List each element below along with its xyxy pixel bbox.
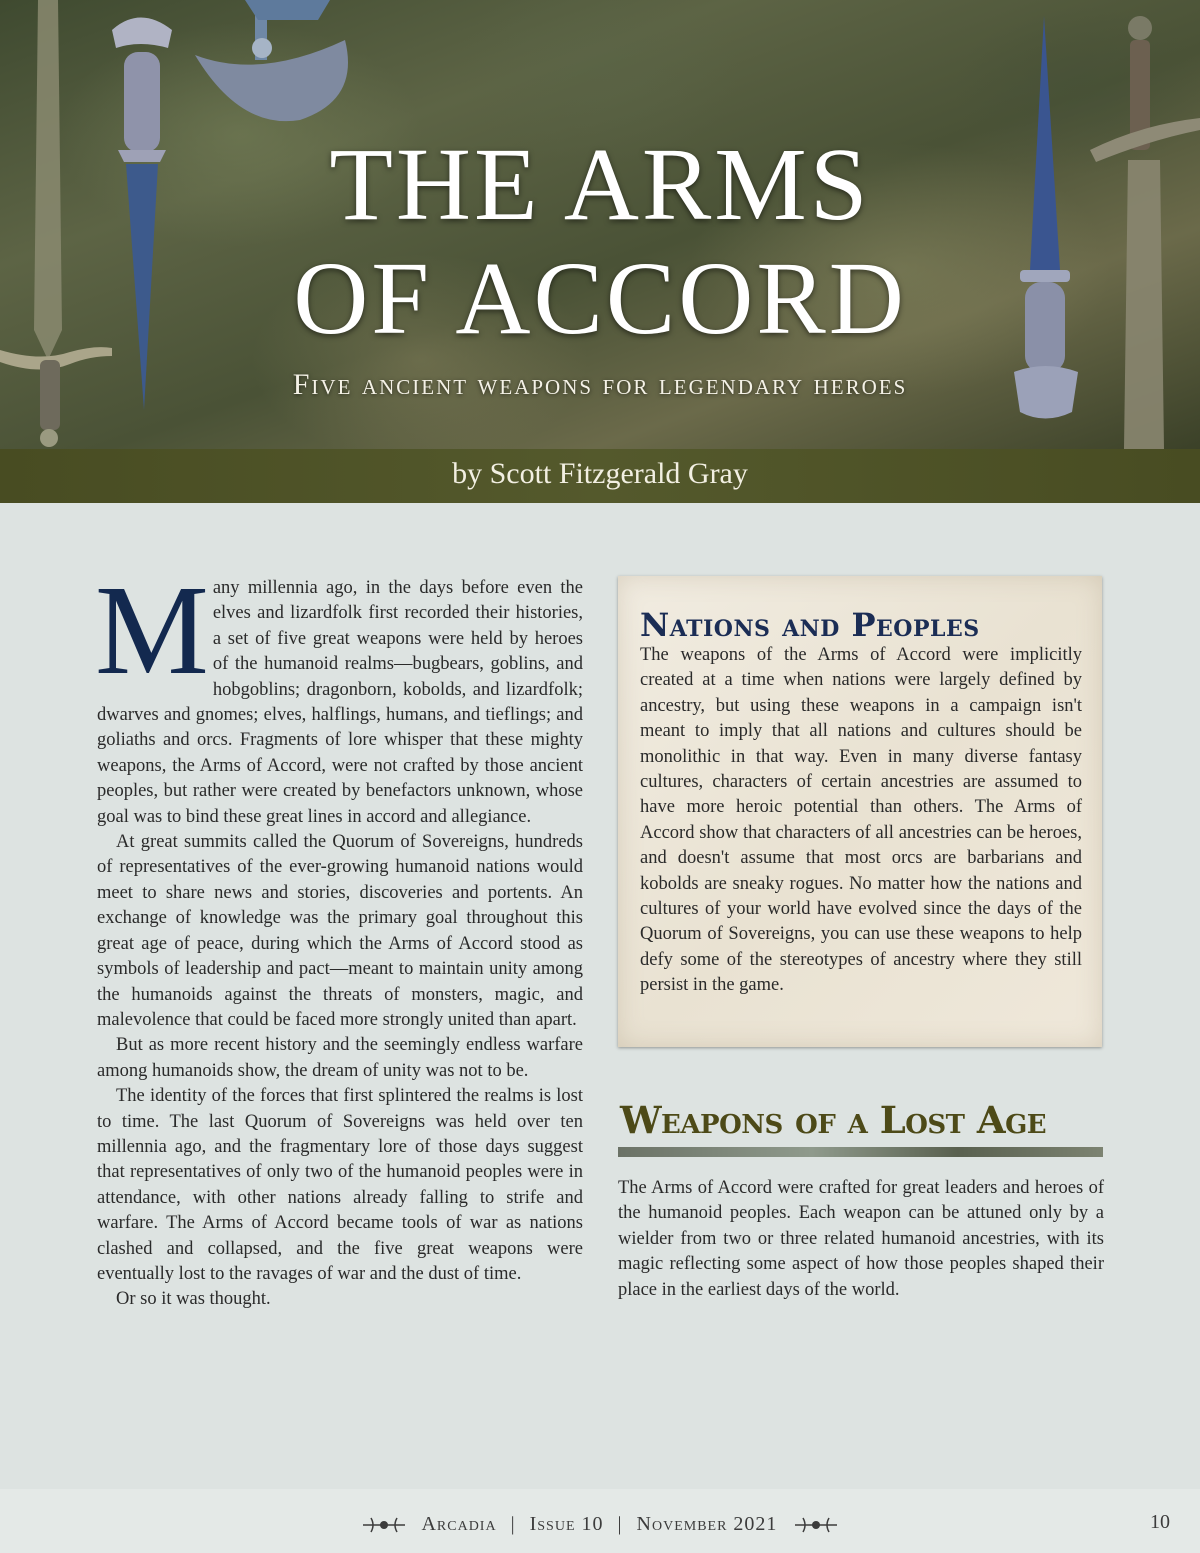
page-number: 10	[1150, 1511, 1170, 1533]
section-text: The Arms of Accord were crafted for great leaders and heroes of the humanoid peoples. Each weapon can be attuned only by a wielder from two or three related humanoid ancestries, with its magic reflecting some aspect of how those peoples shaped their place in the earliest days of the world.	[618, 1178, 1104, 1300]
paragraph-1	[95, 559, 583, 830]
drop-cap: M	[95, 559, 209, 701]
sidebar-text: The weapons of the Arms of Accord were implicitly created at a time when nations were largely defined by ancestry, but using these weapons in a campaign isn't meant to imply that all nations and cultures should be monolithic in that way. Even in many diverse fantasy cultures, characters of certain ancestries are assumed to have more heroic potential than others. The Arms of Accord show that characters of all ancestries can be heroes, and doesn't assume that most orcs are barbarians and kobolds are sneaky rogues. No matter how the nations and cultures of your world have evolved since the days of the Quorum of Sovereigns, you can use these weapons to help defy some of the stereotypes of ancestry where they still persist in the game.	[640, 645, 1082, 996]
page-title	[0, 128, 1200, 356]
section-heading: Weapons of a Lost Age	[620, 1098, 1047, 1142]
footer-credits	[0, 1513, 1200, 1536]
ornament-left-icon	[361, 1514, 407, 1536]
footer-separator: |	[617, 1513, 623, 1535]
title-line-1: THE ARMS	[329, 127, 871, 242]
sidebar-box	[618, 576, 1102, 1047]
paragraph-1-text: any millennia ago, in the days before even the elves and lizardfolk first recorded their histories, a set of five great weapons were held by heroes of the humanoid realms—bugbears, goblins, and hobgoblins; dragonborn, kobolds, and lizardfolk; dwarves and gnomes; elves, halflings, humans, and tieflings; and goliaths and orcs. Fragments of lore whisper that these mighty weapons, the Arms of Accord, were not crafted by those ancient peoples, but rather were created by benefactors unknown, whose goal was to bind these great lines in accord and allegiance.	[97, 578, 583, 827]
footer-publication: Arcadia	[421, 1513, 497, 1535]
sidebar-heading: Nations and Peoples	[640, 606, 980, 644]
axe-icon	[195, 0, 348, 121]
subtitle: Five ancient weapons for legendary heroes	[292, 368, 908, 401]
article-body	[95, 559, 583, 1313]
paragraph-5: Or so it was thought.	[116, 1289, 271, 1310]
footer-issue: Issue 10	[529, 1513, 604, 1535]
ornament-right-icon	[793, 1514, 839, 1536]
page-footer	[0, 1489, 1200, 1553]
byline-bar	[0, 449, 1200, 503]
paragraph-2: At great summits called the Quorum of Sovereigns, hundreds of representatives of the ever-growing humanoid nations would meet to share news and stories, discoveries and portents. An exchange of knowledge was the primary goal throughout this great age of peace, during which the Arms of Accord stood as symbols of leadership and pact—meant to maintain unity among the humanoids against the threats of monsters, magic, and malevolence that could be faced more strongly united than apart.	[97, 832, 583, 1030]
header-banner	[0, 0, 1200, 449]
author-byline: by Scott Fitzgerald Gray	[452, 457, 748, 490]
footer-date: November 2021	[636, 1513, 778, 1535]
section-divider	[618, 1147, 1103, 1157]
title-line-2: OF ACCORD	[293, 241, 907, 356]
footer-separator: |	[510, 1513, 516, 1535]
paragraph-4: The identity of the forces that first splintered the realms is lost to time. The last Quorum of Sovereigns was held over ten millennia ago, and the fragmentary lore of those days suggest that representatives of only two of the humanoid peoples were in attendance, with other nations already falling to strife and warfare. The Arms of Accord became tools of war as nations clashed and collapsed, and the five great weapons were eventually lost to the ravages of war and the dust of time.	[97, 1086, 583, 1284]
paragraph-3: But as more recent history and the seemingly endless warfare among humanoids show, the dream of unity was not to be.	[97, 1035, 583, 1081]
